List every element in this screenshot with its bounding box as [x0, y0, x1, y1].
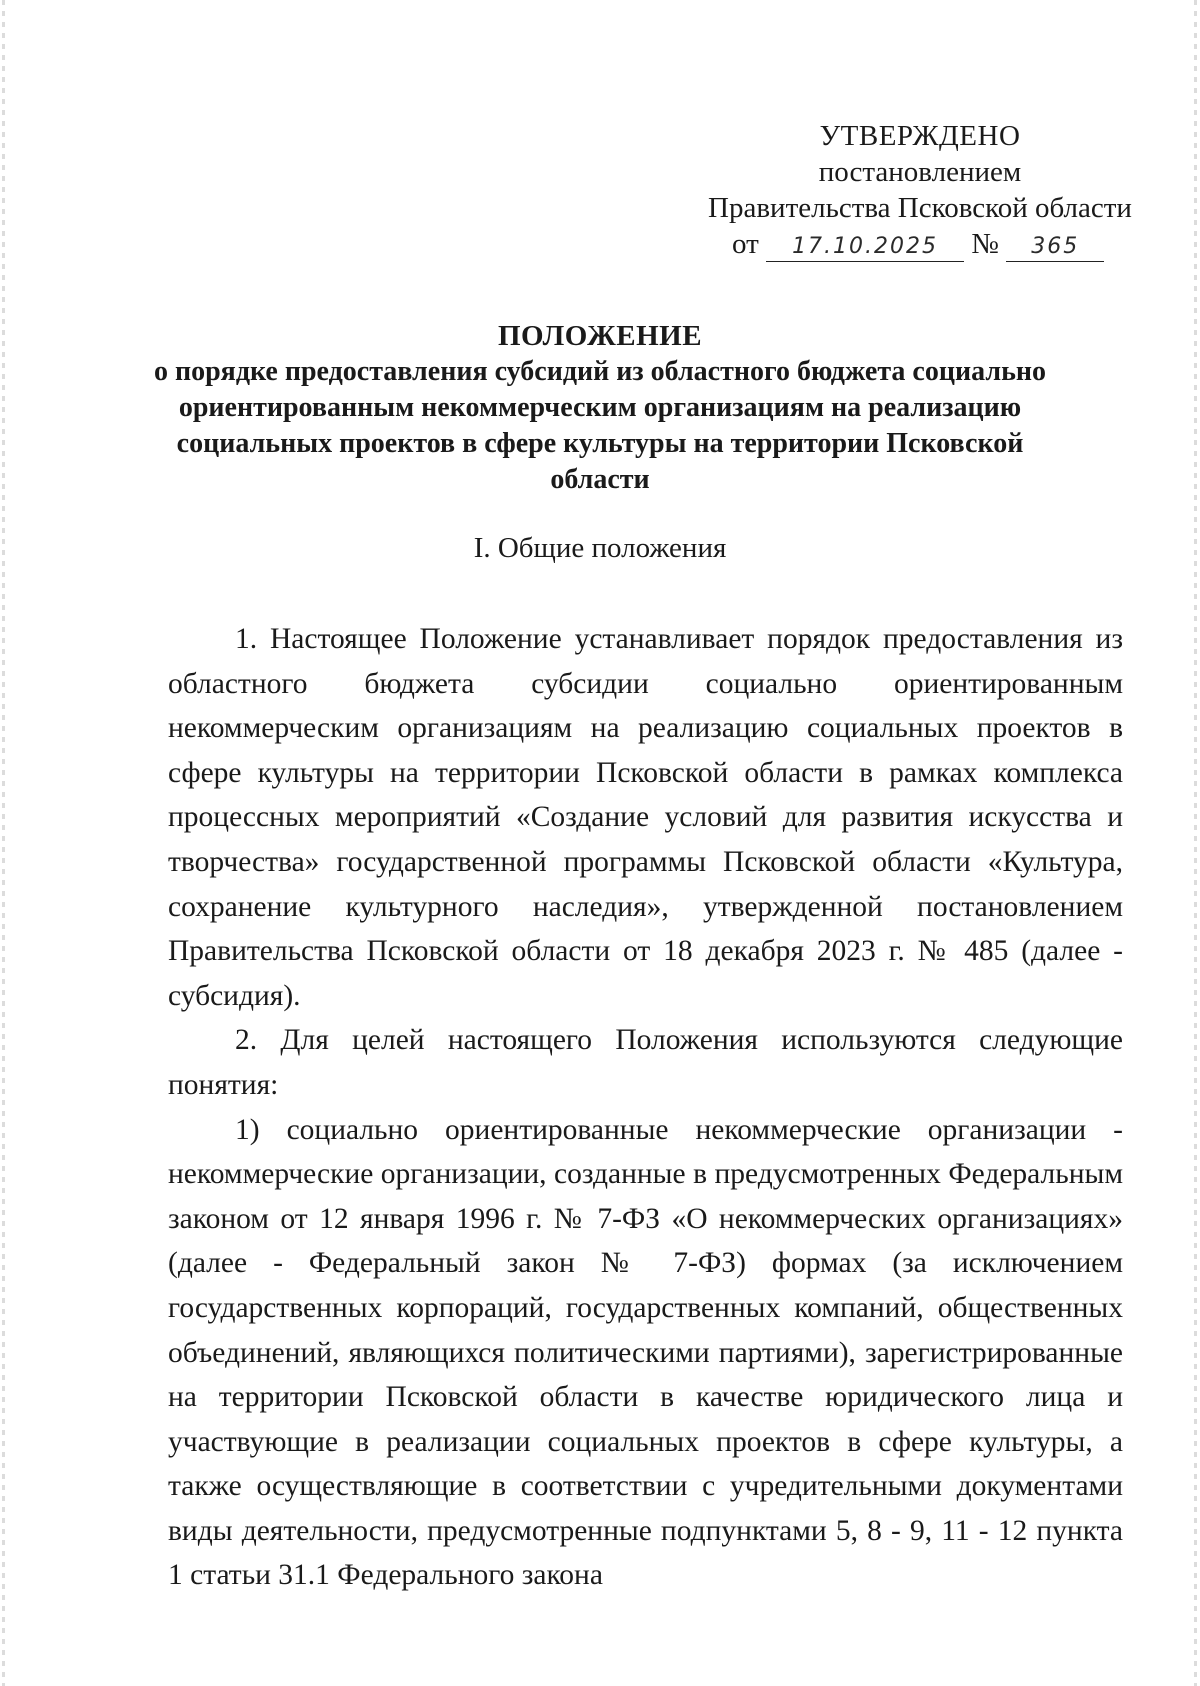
document-body	[168, 617, 1123, 1598]
date-number-row	[700, 226, 1140, 262]
paragraph: 2. Для целей настоящего Положения используются следующие понятия:	[168, 1024, 1123, 1101]
approval-stamp-block	[700, 118, 1140, 262]
from-label: от	[732, 228, 759, 260]
scan-edge-left	[2, 0, 5, 1686]
approved-label: УТВЕРЖДЕНО	[819, 120, 1021, 152]
government-label: Правительства Псковской области	[708, 192, 1132, 224]
section-heading: I. Общие положения	[473, 532, 727, 564]
handwritten-number: 365	[1006, 233, 1104, 262]
document-subtitle: о порядке предоставления субсидий из областного бюджета социально ориентированным некоммерческим организациям на реализацию социальных проектов в сфере культуры на территории Псковской области	[153, 356, 1047, 495]
document-title: ПОЛОЖЕНИЕ	[497, 320, 703, 352]
handwritten-date: 17.10.2025	[766, 233, 964, 262]
document-title-block	[140, 318, 1060, 498]
paragraph: 1) социально ориентированные некоммерческие организации - некоммерческие организации, созданные в предусмотренных Федеральным законом от 12 января 1996 г. № 7-ФЗ «О некоммерческих организациях» (далее - Федеральный закон № 7-ФЗ) формах (за исключением государственных корпораций, государственных компаний, общественных объединений, являющихся политическими партиями), зарегистрированные на территории Псковской области в качестве юридического лица и участвующие в реализации социальных проектов в сфере культуры, а также осуществляющие в соответствии с учредительными документами виды деятельности, предусмотренные подпунктами 5, 8 - 9, 11 - 12 пункта 1 статьи 31.1 Федерального закона	[168, 1113, 1123, 1592]
scan-edge-right	[1194, 0, 1197, 1686]
decree-label: постановлением	[818, 156, 1022, 188]
number-label: №	[971, 228, 999, 260]
paragraph: 1. Настоящее Положение устанавливает порядок предоставления из областного бюджета субсидии социально ориентированным некоммерческим организациям на реализацию социальных проектов в сфере культуры на территории Псковской области в рамках комплекса процессных мероприятий «Создание условий для развития искусства и творчества» государственной программы Псковской области «Культура, сохранение культурного наследия», утвержденной постановлением Правительства Псковской области от 18 декабря 2023 г. № 485 (далее - субсидия).	[168, 623, 1123, 1012]
